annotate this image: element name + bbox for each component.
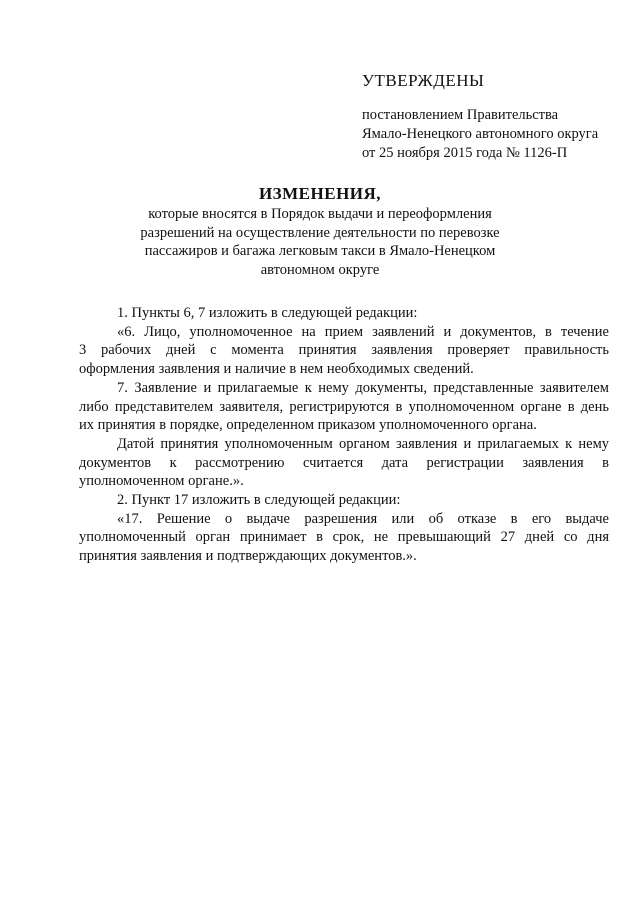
approval-title: УТВЕРЖДЕНЫ bbox=[362, 71, 485, 90]
heading-title: ИЗМЕНЕНИЯ, bbox=[258, 184, 382, 203]
paragraph-line: 1. Пункты 6, 7 изложить в следующей редакции: bbox=[117, 305, 418, 321]
paragraph-line: уполномоченном органе.». bbox=[79, 473, 244, 490]
approval-block bbox=[362, 70, 622, 163]
paragraph-line: Датой принятия уполномоченным органом заявления и прилагаемых к нему bbox=[117, 435, 609, 452]
paragraph-line: «6. Лицо, уполномоченное на прием заявлений и документов, в течение bbox=[117, 323, 609, 340]
paragraph-line: их принятия в порядке, определенном приказом уполномоченного органа. bbox=[79, 417, 537, 434]
paragraph-line: «17. Решение о выдаче разрешения или об отказе в его выдаче bbox=[117, 510, 609, 527]
document-heading bbox=[80, 183, 560, 279]
paragraph-line: оформления заявления и наличие в нем необходимых сведений. bbox=[79, 361, 474, 378]
paragraph-line: уполномоченный орган принимает в срок, не превышающий 27 дней со дня bbox=[79, 529, 609, 546]
paragraph-line: либо представителем заявителя, регистрируются в уполномоченном органе в день bbox=[79, 398, 609, 415]
document-body bbox=[79, 304, 609, 566]
paragraph-line: 2. Пункт 17 изложить в следующей редакции: bbox=[117, 492, 401, 509]
approval-line-region: Ямало-Ненецкого автономного округа bbox=[362, 126, 599, 142]
approval-line-date: от 25 ноября 2015 года № 1126-П bbox=[362, 145, 568, 161]
heading-line: разрешений на осуществление деятельности по перевозке bbox=[140, 224, 500, 241]
paragraph-line: документов к рассмотрению считается дата регистрации заявления в bbox=[79, 454, 609, 471]
heading-line: которые вносятся в Порядок выдачи и переоформления bbox=[148, 206, 492, 222]
paragraph-line: 3 рабочих дней с момента принятия заявления проверяет правильность bbox=[79, 342, 609, 359]
paragraph-line: 7. Заявление и прилагаемые к нему документы, представленные заявителем bbox=[117, 379, 609, 396]
approval-line-resolution: постановлением Правительства bbox=[362, 107, 559, 123]
heading-line: автономном округе bbox=[260, 261, 380, 278]
heading-line: пассажиров и багажа легковым такси в Ямало-Ненецком bbox=[144, 243, 496, 259]
paragraph-line: принятия заявления и подтверждающих документов.». bbox=[79, 548, 417, 565]
